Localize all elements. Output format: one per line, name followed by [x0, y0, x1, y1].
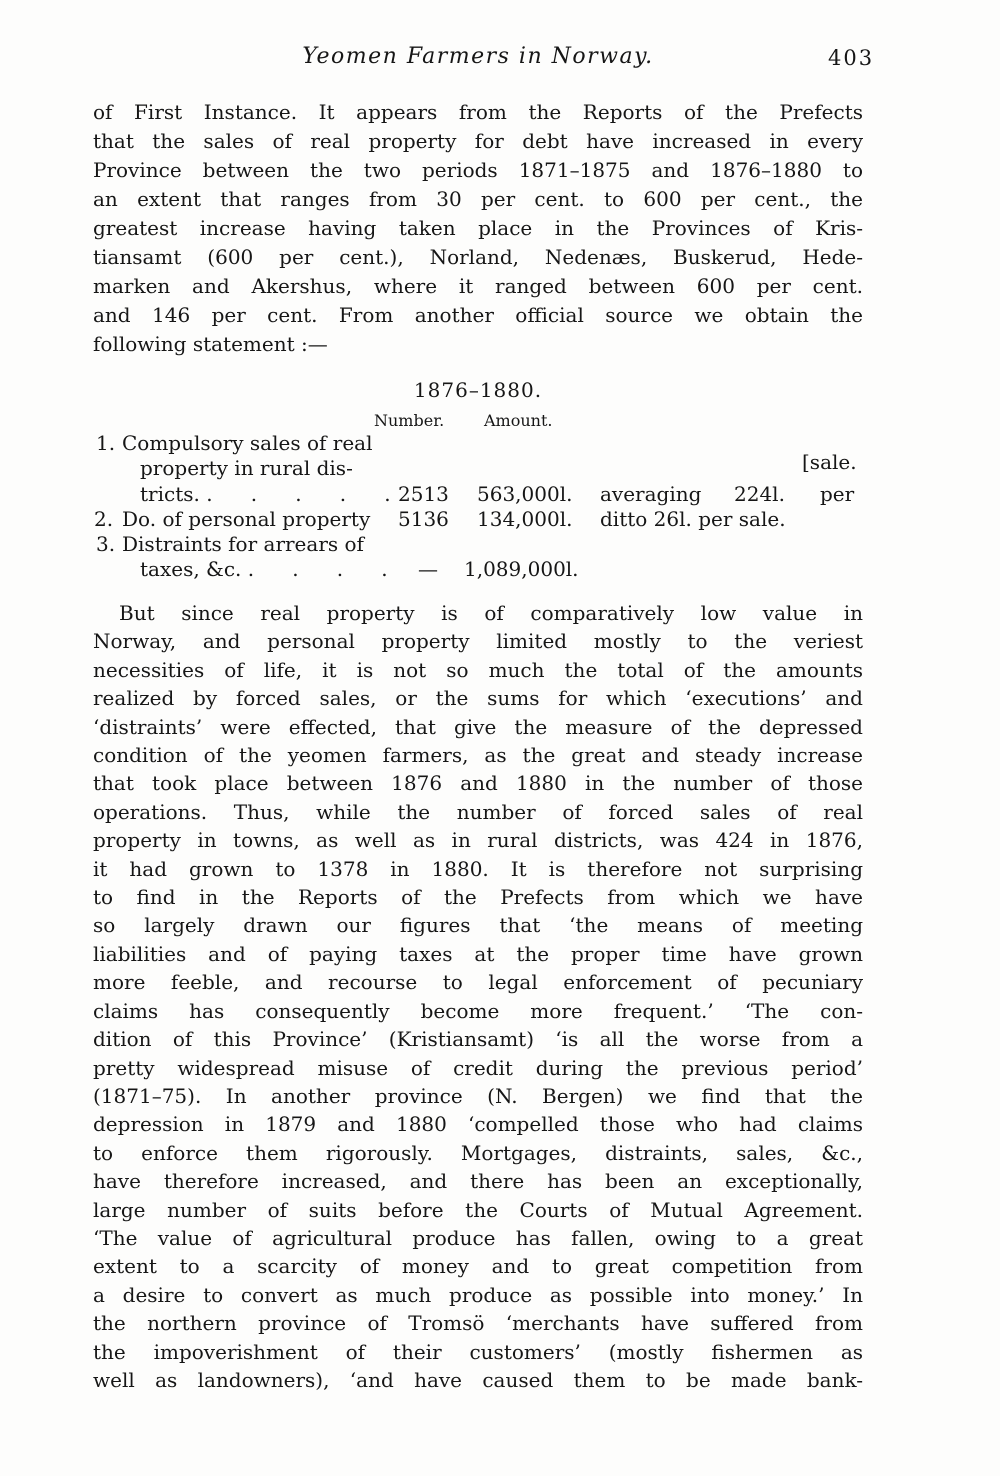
table-row-label: property in rural dis- — [140, 456, 353, 480]
paragraph-second — [93, 599, 863, 1394]
page-number: 403 — [828, 46, 875, 70]
text-line: necessities of life, it is not so much the total of the amounts — [93, 657, 863, 682]
table-row-label: Distraints for arrears of — [122, 532, 364, 556]
table-row-index: 2. — [94, 507, 114, 531]
table-cell-number: 5136 — [398, 507, 449, 531]
text-line: large number of suits before the Courts of Mutual Agreement. — [93, 1197, 863, 1222]
text-line: extent to a scarcity of money and to great competition from — [93, 1254, 863, 1279]
table-cell-note-value: 224l. — [734, 482, 785, 506]
text-line: an extent that ranges from 30 per cent. to 600 per cent., the — [93, 187, 863, 211]
table-turnover-word: [sale. — [802, 450, 857, 474]
text-line: greatest increase having taken place in the Provinces of Kris- — [93, 216, 863, 240]
text-line: following statement :— — [93, 332, 328, 356]
text-line: well as landowners), ‘and have caused them to be made bank- — [93, 1367, 863, 1392]
text-line: to enforce them rigorously. Mortgages, distraints, sales, &c., — [93, 1140, 863, 1165]
text-line: so largely drawn our figures that ‘the means of meeting — [93, 913, 863, 938]
table-cell-number: — — [418, 557, 438, 581]
table-cell-number: 2513 — [398, 482, 449, 506]
table-cell-note-end: per — [820, 482, 855, 506]
text-line: ‘distraints’ were effected, that give the measure of the depressed — [93, 714, 863, 739]
text-line: that took place between 1876 and 1880 in the number of those — [93, 771, 863, 796]
text-line: But since real property is of comparatively low value in — [119, 601, 863, 625]
text-line: that the sales of real property for debt have increased in every — [93, 129, 863, 153]
table-row-index: 1. — [96, 431, 116, 455]
table-period-heading: 1876–1880. — [413, 378, 543, 402]
paragraph-first — [93, 98, 863, 359]
text-line: to find in the Reports of the Prefects from which we have — [93, 885, 863, 910]
text-line: marken and Akershus, where it ranged between 600 per cent. — [93, 274, 863, 298]
text-line: liabilities and of paying taxes at the proper time have grown — [93, 941, 863, 966]
table-column-header-number: Number. — [374, 411, 445, 430]
text-line: (1871–75). In another province (N. Bergen) we find that the — [93, 1083, 863, 1108]
text-line: the northern province of Tromsö ‘merchants have suffered from — [93, 1311, 863, 1336]
running-header-title: Yeomen Farmers in Norway. — [302, 44, 654, 69]
table-row-label: tricts. . . . . . — [140, 482, 391, 506]
table-row-label: Do. of personal property — [122, 507, 371, 531]
table-cell-note: averaging — [600, 482, 702, 506]
text-line: the impoverishment of their customers’ (mostly fishermen as — [93, 1339, 863, 1364]
text-line: property in towns, as well as in rural districts, was 424 in 1876, — [93, 828, 863, 853]
table-cell-amount: 563,000l. — [477, 482, 573, 506]
table-cell-amount: 134,000l. — [477, 507, 573, 531]
text-line: realized by forced sales, or the sums for which ‘executions’ and — [93, 686, 863, 711]
text-line: ‘The value of agricultural produce has fallen, owing to a great — [93, 1225, 863, 1250]
table-row-label: taxes, &c. . . . . — [140, 557, 388, 581]
text-line: it had grown to 1378 in 1880. It is therefore not surprising — [93, 856, 863, 881]
table-row-index: 3. — [96, 532, 116, 556]
text-line: condition of the yeomen farmers, as the great and steady increase — [93, 743, 863, 768]
text-line: Province between the two periods 1871–1875 and 1876–1880 to — [93, 158, 863, 182]
text-line: a desire to convert as much produce as possible into money.’ In — [93, 1282, 863, 1307]
text-line: Norway, and personal property limited mostly to the veriest — [93, 629, 863, 654]
text-line: more feeble, and recourse to legal enforcement of pecuniary — [93, 970, 863, 995]
text-line: of First Instance. It appears from the Reports of the Prefects — [93, 100, 863, 124]
text-line: claims has consequently become more frequent.’ ‘The con- — [93, 998, 863, 1023]
text-line: pretty widespread misuse of credit during the previous period’ — [93, 1055, 863, 1080]
text-line: tiansamt (600 per cent.), Norland, Nedenæs, Buskerud, Hede- — [93, 245, 863, 269]
text-line: operations. Thus, while the number of forced sales of real — [93, 799, 863, 824]
text-line: dition of this Province’ (Kristiansamt) ‘is all the worse from a — [93, 1027, 863, 1052]
table-cell-note: ditto 26l. per sale. — [600, 507, 786, 531]
text-line: and 146 per cent. From another official source we obtain the — [93, 303, 863, 327]
table-column-header-amount: Amount. — [484, 411, 553, 430]
text-line: depression in 1879 and 1880 ‘compelled those who had claims — [93, 1112, 863, 1137]
text-line: have therefore increased, and there has been an exceptionally, — [93, 1169, 863, 1194]
table-row-label: Compulsory sales of real — [122, 431, 373, 455]
table-cell-amount: 1,089,000l. — [464, 557, 579, 581]
